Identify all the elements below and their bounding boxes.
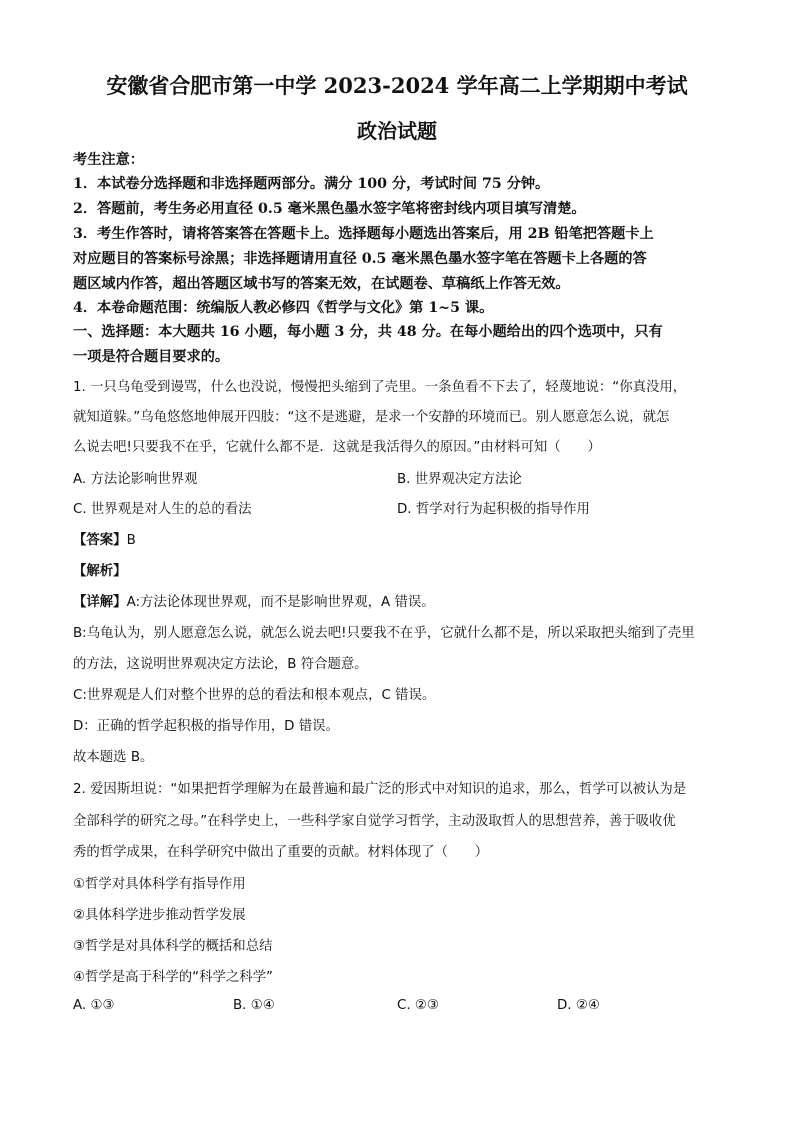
q1-detail-5: 故本题选 B。	[73, 750, 154, 765]
notice-line-3b: 对应题目的答案标号涂黑；非选择题请用直径 0.5 毫米黑色墨水签字笔在答题卡上各题的答	[73, 251, 647, 267]
document-subtitle: 政治试题	[357, 119, 437, 143]
q1-stem-line-2: 就知道躲。”乌龟悠悠地伸展开四肢：“这不是逃避，是求一个安静的环境而已。别人愿意怎么说，就怎	[73, 410, 670, 425]
q2-option-d: D. ②④	[557, 998, 600, 1013]
notice-line-2: 2．答题前，考生务必用直径 0.5 毫米黑色墨水签字笔将密封线内项目填写清楚。	[73, 201, 586, 217]
q1-option-d: D. 哲学对行为起积极的指导作用	[397, 502, 590, 517]
q2-stem-line-3: 秀的哲学成果，在科学研究中做出了重要的贡献。材料体现了（ ）	[73, 845, 489, 860]
q1-option-a: A. 方法论影响世界观	[73, 472, 198, 487]
section-heading-line-1: 一、选择题：本大题共 16 小题，每小题 3 分，共 48 分。在每小题给出的四个选项中，只有	[73, 324, 663, 340]
q2-statement-2: ②具体科学进步推动哲学发展	[73, 908, 246, 923]
answer-value: B	[126, 533, 136, 548]
notice-line-4: 4．本卷命题范围：统编版人教必修四《哲学与文化》第 1~5 课。	[73, 300, 494, 316]
notice-line-3c: 题区域内作答，超出答题区域书写的答案无效，在试题卷、草稿纸上作答无效。	[73, 276, 570, 292]
notice-heading: 考生注意：	[73, 152, 144, 168]
q1-analysis-row	[73, 560, 723, 579]
q2-option-b: B. ①④	[233, 998, 275, 1013]
q2-statement-4: ④哲学是高于科学的“科学之科学”	[73, 970, 273, 985]
q2-statement-1: ①哲学对具体科学有指导作用	[73, 877, 246, 892]
q1-detail-2a: B:乌龟认为，别人愿意怎么说，就怎么说去吧!只要我不在乎，它就什么都不是，所以采取把头缩到了壳里	[73, 626, 695, 641]
detail-tag: 【详解】	[73, 595, 127, 610]
q1-option-c: C. 世界观是对人生的总的看法	[73, 502, 252, 517]
q1-detail-3: C:世界观是人们对整个世界的总的看法和根本观点，C 错误。	[73, 688, 436, 703]
q2-option-a: A. ①③	[73, 998, 115, 1013]
q1-detail-4: D：正确的哲学起积极的指导作用，D 错误。	[73, 719, 339, 734]
notice-line-1: 1．本试卷分选择题和非选择题两部分。满分 100 分，考试时间 75 分钟。	[73, 176, 550, 192]
answer-tag: 【答案】	[73, 533, 127, 548]
q2-statement-3: ③哲学是对具体科学的概括和总结	[73, 939, 273, 954]
q1-detail-2b: 的方法，这说明世界观决定方法论，B 符合题意。	[73, 657, 368, 672]
q2-stem-line-2: 全部科学的研究之母。”在科学史上，一些科学家自觉学习哲学，主动汲取哲人的思想营养，善于吸收优	[73, 814, 676, 829]
q2-option-c: C. ②③	[397, 998, 439, 1013]
q1-stem-line-1: 1. 一只乌龟受到谩骂，什么也没说，慢慢把头缩到了壳里。一条鱼看不下去了，轻蔑地说：“你真没用，	[73, 380, 687, 395]
q1-stem-line-3: 么说去吧!只要我不在乎，它就什么都不是．这就是我活得久的原因。”由材料可知（ ）	[73, 440, 601, 455]
analysis-tag: 【解析】	[73, 564, 127, 579]
section-heading-line-2: 一项是符合题目要求的。	[73, 349, 230, 365]
notice-line-3a: 3．考生作答时，请将答案答在答题卡上。选择题每小题选出答案后，用 2B 铅笔把答题卡上	[73, 226, 654, 242]
q1-option-b: B. 世界观决定方法论	[397, 472, 522, 487]
q1-answer-row	[73, 529, 723, 548]
q2-stem-line-1: 2. 爱因斯坦说：“如果把哲学理解为在最普遍和最广泛的形式中对知识的追求，那么，哲学可以被认为是	[73, 782, 687, 797]
q1-detail-row	[73, 591, 723, 610]
q1-detail-1: A:方法论体现世界观，而不是影响世界观，A 错误。	[126, 595, 435, 610]
document-title: 安徽省合肥市第一中学 2023-2024 学年高二上学期期中考试	[106, 73, 688, 98]
